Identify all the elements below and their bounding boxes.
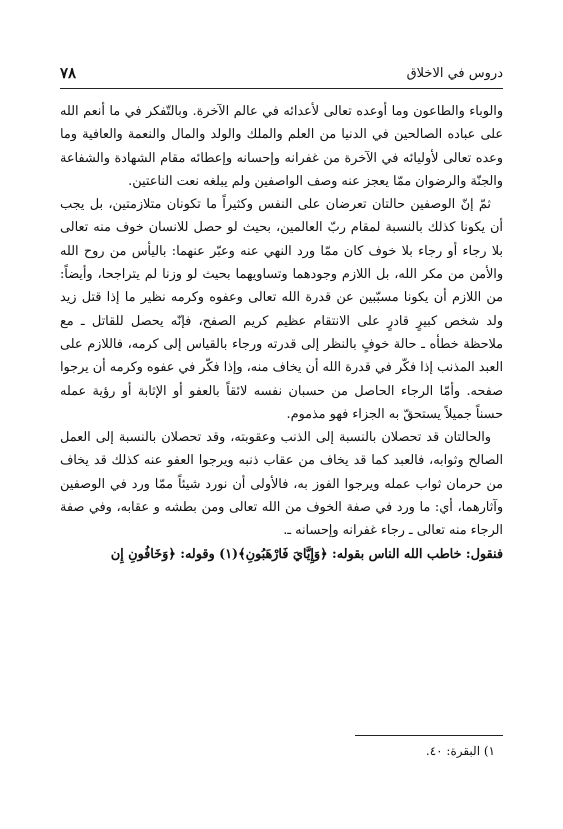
page-number: ٧٨ xyxy=(60,64,77,82)
footnote: ١) البقرة: ٤٠. xyxy=(425,744,495,758)
paragraph: والوباء والطاعون وما أوعده تعالى لأعدائه في عالم الآخرة. وبالتّفكر في ما أنعم الله على عباده الصالحين في الدنيا من العلم والملك والولد والمال والنعمة والعافية وما وعده تعالى لأوليائه في الآخرة من غفرانه وإحسانه وإعطائه مقام الشهادة والشفاعة والجنّة والرضوان ممّا يعجز عنه وصف الواصفين ولم يبلغه نعت الناعتين. xyxy=(60,104,503,189)
header-divider xyxy=(60,88,503,89)
running-title: دروس في الاخلاق xyxy=(406,65,503,81)
page-header xyxy=(60,62,503,84)
footnote-divider xyxy=(355,735,503,736)
paragraph: فنقول: خاطب الله الناس بقوله: ﴿وَإِيَّايَ فَارْهَبُونِ﴾(١) وقوله: ﴿وَخَافُونِ إِن xyxy=(110,546,503,562)
paragraph: ثمّ إنّ الوصفين حالتان تعرضان على النفس وكثيراً ما تكونان متلازمتين، بل يجب أن يكونا كذلك بالنسبة لمقام ربّ العالمين، بحيث لو حصل للانسان خوف منه تعالى بلا رجاء أو رجاء بلا خوف كان ممّا ورد النهي عنه وعبّر عنهما: باليأس من روح الله والأمن من مكر الله، بل اللازم وجودهما وتساويهما بحيث لو وزنا لم يتراجحا، وأيضاً: من اللازم أن يكونا مسبّبين عن قدرة الله تعالى وعفوه وكرمه نظير ما إذا قتل زيد ولد شخص كبيرٍ قادرٍ على الانتقام عظيم كريم الصفح، فإنّه يحصل للقاتل ـ مع ملاحظة خطأه ـ حالة خوفٍ بالنظر إلى قدرته ورجاء بالقياس إلى كرمه، فاللازم على العبد المذنب إذا فكّر في قدرة الله أن يخاف منه، وإذا فكّر في عفوه وكرمه أن يرجوا صفحه. وأمّا الرجاء الحاصل من حسبان نفسه لائقاً بالعفو أو الإثابة أو رؤية عمله حسناً جميلاً يستحقّ به الجزاء فهو مذموم. xyxy=(60,197,503,422)
body-text xyxy=(60,100,503,566)
paragraph: والحالتان قد تحصلان بالنسبة إلى الذنب وعقوبته، وقد تحصلان بالنسبة إلى العمل الصالح وثوابه، فالعبد كما قد يخاف من عقاب ذنبه ويرجوا العفو عنه كذلك قد يخاف من حرمان ثواب عمله ويرجوا الفوز به، فالأولى أن نورد شيئاً ممّا ورد في الوصفين وآثارهما، أي: ما ورد في صفة الخوف من الله تعالى ومن بطشه و عقابه، وفي صفة الرجاء منه تعالى ـ رجاء غفرانه وإحسانه ـ. xyxy=(60,430,503,539)
